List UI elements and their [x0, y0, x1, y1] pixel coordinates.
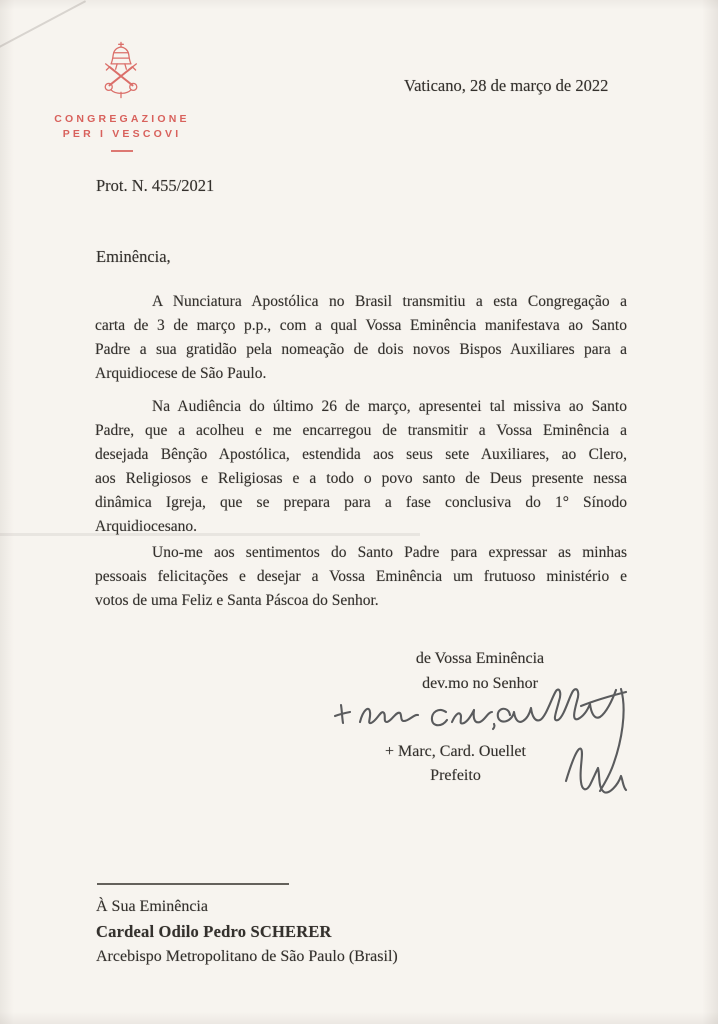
text-line: Padre a sua gratidão pela nomeação de dois novos Bispos Auxiliares para a — [95, 341, 627, 358]
signature-block — [318, 740, 593, 788]
valediction-line-1: de Vossa Eminência — [415, 650, 545, 667]
paragraph-2 — [95, 395, 627, 539]
vatican-crest-icon — [98, 40, 144, 100]
recipient-block — [96, 894, 398, 969]
protocol-number: Prot. N. 455/2021 — [96, 176, 215, 195]
valediction-line-2: dev.mo no Senhor — [422, 675, 538, 692]
org-name-line-1: CONGREGAZIONE — [54, 113, 190, 125]
text-line: votos de uma Feliz e Santa Páscoa do Senhor. — [95, 592, 379, 609]
dateline: Vaticano, 28 de março de 2022 — [404, 76, 609, 95]
text-line: dinâmica Igreja, que se prepara para a fase conclusiva do 1° Sínodo — [95, 494, 627, 511]
paragraph-3 — [95, 541, 627, 613]
recipient-divider-line — [97, 883, 289, 885]
salutation: Eminência, — [96, 247, 171, 266]
signer-title: Prefeito — [430, 767, 481, 784]
text-line: aos Religiosos e Religiosas e a todo o povo santo de Deus presente nessa — [95, 470, 627, 487]
text-line: A Nunciatura Apostólica no Brasil transmitiu a esta Congregação a — [152, 293, 627, 310]
recipient-role: Arcebispo Metropolitano de São Paulo (Brasil) — [96, 948, 398, 965]
org-name-line-2: PER I VESCOVI — [62, 128, 182, 140]
valediction — [350, 646, 610, 696]
text-line: Arquidiocesano. — [95, 518, 198, 535]
text-line: Uno-me aos sentimentos do Santo Padre para expressar as minhas — [152, 544, 627, 561]
text-line: Arquidiocese de São Paulo. — [95, 365, 267, 382]
recipient-name: Cardeal Odilo Pedro SCHERER — [96, 922, 332, 941]
paragraph-1 — [95, 290, 627, 386]
scan-artifact — [0, 0, 86, 53]
signer-name: + Marc, Card. Ouellet — [385, 743, 526, 760]
text-line: Na Audiência do último 26 de março, apresentei tal missiva ao Santo — [152, 398, 627, 415]
recipient-heading: À Sua Eminência — [96, 898, 208, 915]
org-name — [42, 112, 202, 152]
letterhead-divider — [111, 150, 133, 152]
text-line: pessoais felicitações e desejar a Vossa Eminência um frutuoso ministério e — [95, 568, 627, 585]
text-line: Padre, que a acolheu e me encarregou de transmitir a Vossa Eminência a — [95, 422, 627, 439]
text-line: carta de 3 de março p.p., com a qual Vossa Eminência manifestava ao Santo — [95, 317, 627, 334]
text-line: desejada Bênção Apostólica, estendida aos seus sete Auxiliares, ao Clero, — [95, 446, 627, 463]
